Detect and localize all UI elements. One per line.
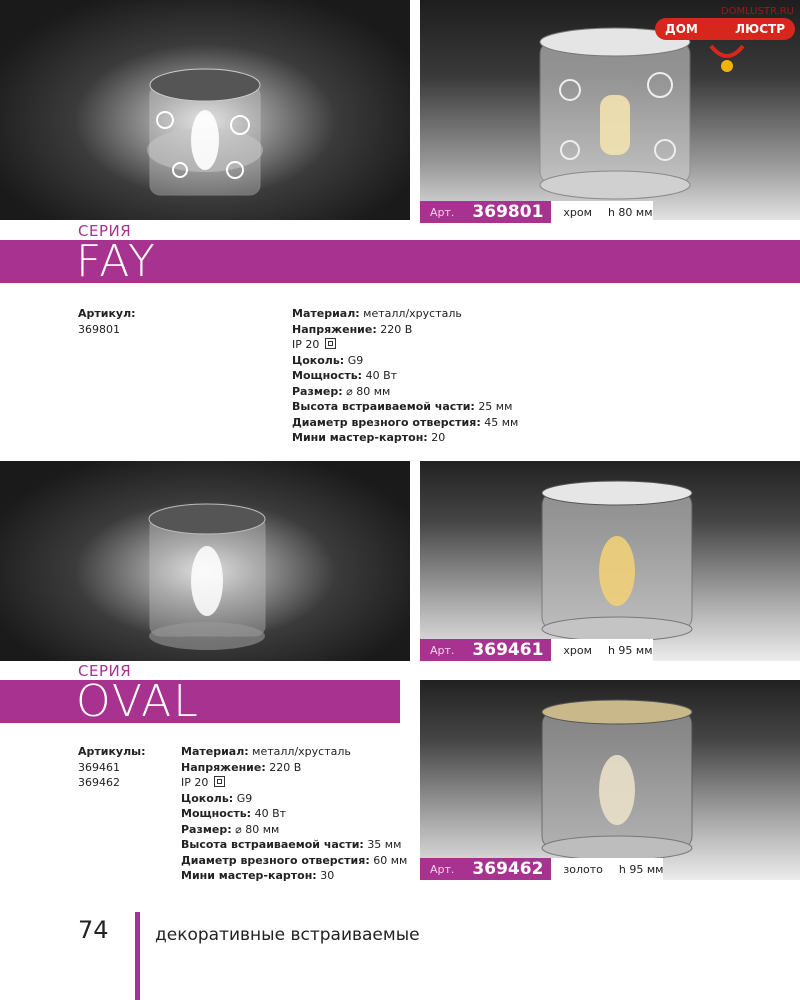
fay-articles xyxy=(78,306,136,337)
article-finish: хром xyxy=(563,205,592,219)
oval-series-bar xyxy=(0,676,400,727)
oval-chrome-photo xyxy=(420,461,800,661)
oval-articles xyxy=(78,744,146,791)
oval-series-label: СЕРИЯ xyxy=(78,662,132,680)
fay-lit-photo xyxy=(0,0,410,220)
article-number: 369462 xyxy=(464,858,551,880)
spec-row: Размер: ⌀ 80 мм xyxy=(292,384,391,398)
chandelier-icon xyxy=(707,36,747,74)
article-finish: хром xyxy=(563,643,592,657)
spec-row: Мини мастер-картон: 20 xyxy=(292,431,446,444)
article-finish: золото xyxy=(563,862,603,876)
article-height: h 95 мм xyxy=(607,643,653,657)
article-number: 369461 xyxy=(464,639,551,661)
logo-left-text: ДОМ xyxy=(665,22,698,36)
spec-row: Мощность: 40 Вт xyxy=(181,807,287,820)
spec-row: Цоколь: G9 xyxy=(292,353,364,367)
article-label: Арт. xyxy=(420,201,464,223)
oval-series-name: OVAL xyxy=(76,676,200,727)
spec-row: IP 20 xyxy=(292,337,518,353)
article-details xyxy=(551,201,652,223)
brand-logo xyxy=(655,6,800,76)
articles-label: Артикул: xyxy=(78,307,136,320)
spec-row: Размер: ⌀ 80 мм xyxy=(181,822,280,836)
article-number: 369801 xyxy=(464,201,551,223)
spec-row: Диаметр врезного отверстия: 60 мм xyxy=(181,853,408,867)
spec-row: Мини мастер-картон: 30 xyxy=(181,869,335,882)
article-height: h 95 мм xyxy=(618,862,664,876)
oval-gold-lamp-icon xyxy=(420,680,800,880)
article-item: 369461 xyxy=(78,760,120,774)
article-item: 369462 xyxy=(78,776,120,789)
footer-divider xyxy=(135,912,140,1000)
article-details xyxy=(551,858,663,880)
footer-section-title: декоративные встраиваемые xyxy=(155,925,420,945)
article-details xyxy=(551,639,652,661)
articles-label: Артикулы: xyxy=(78,745,146,758)
article-height: h 80 мм xyxy=(607,205,653,219)
spec-row: Напряжение: 220 В xyxy=(181,760,302,774)
brand-site: DOMLUSTR.RU xyxy=(720,6,794,17)
spec-row: Диаметр врезного отверстия: 45 мм xyxy=(292,415,519,429)
ip-class-icon xyxy=(214,776,225,787)
article-label: Арт. xyxy=(420,858,464,880)
spec-row: Мощность: 40 Вт xyxy=(292,369,398,382)
article-item: 369801 xyxy=(78,322,120,336)
oval-gold-article-bar xyxy=(420,858,663,880)
oval-chrome-lamp-icon xyxy=(420,461,800,661)
oval-lit-photo xyxy=(0,461,410,661)
fay-lit-lamp-icon xyxy=(0,0,410,220)
spec-row: Материал: металл/хрусталь xyxy=(181,745,351,758)
spec-row: Высота встраиваемой части: 35 мм xyxy=(181,838,402,851)
spec-row: Цоколь: G9 xyxy=(181,791,253,805)
article-label: Арт. xyxy=(420,639,464,661)
oval-lit-lamp-icon xyxy=(0,461,410,661)
spec-row: IP 20 xyxy=(181,775,407,791)
oval-chrome-article-bar xyxy=(420,639,653,661)
oval-gold-photo xyxy=(420,680,800,880)
fay-series-name: FAY xyxy=(76,236,157,287)
page-number: 74 xyxy=(78,916,109,944)
oval-specs xyxy=(181,744,407,884)
ip-class-icon xyxy=(325,338,336,349)
fay-article-bar xyxy=(420,201,653,223)
fay-series-label: СЕРИЯ xyxy=(78,222,132,240)
fay-specs xyxy=(292,306,518,446)
spec-row: Материал: металл/хрусталь xyxy=(292,307,462,320)
logo-right-text: ЛЮСТР xyxy=(735,22,785,36)
spec-row: Напряжение: 220 В xyxy=(292,322,413,336)
spec-row: Высота встраиваемой части: 25 мм xyxy=(292,400,513,413)
